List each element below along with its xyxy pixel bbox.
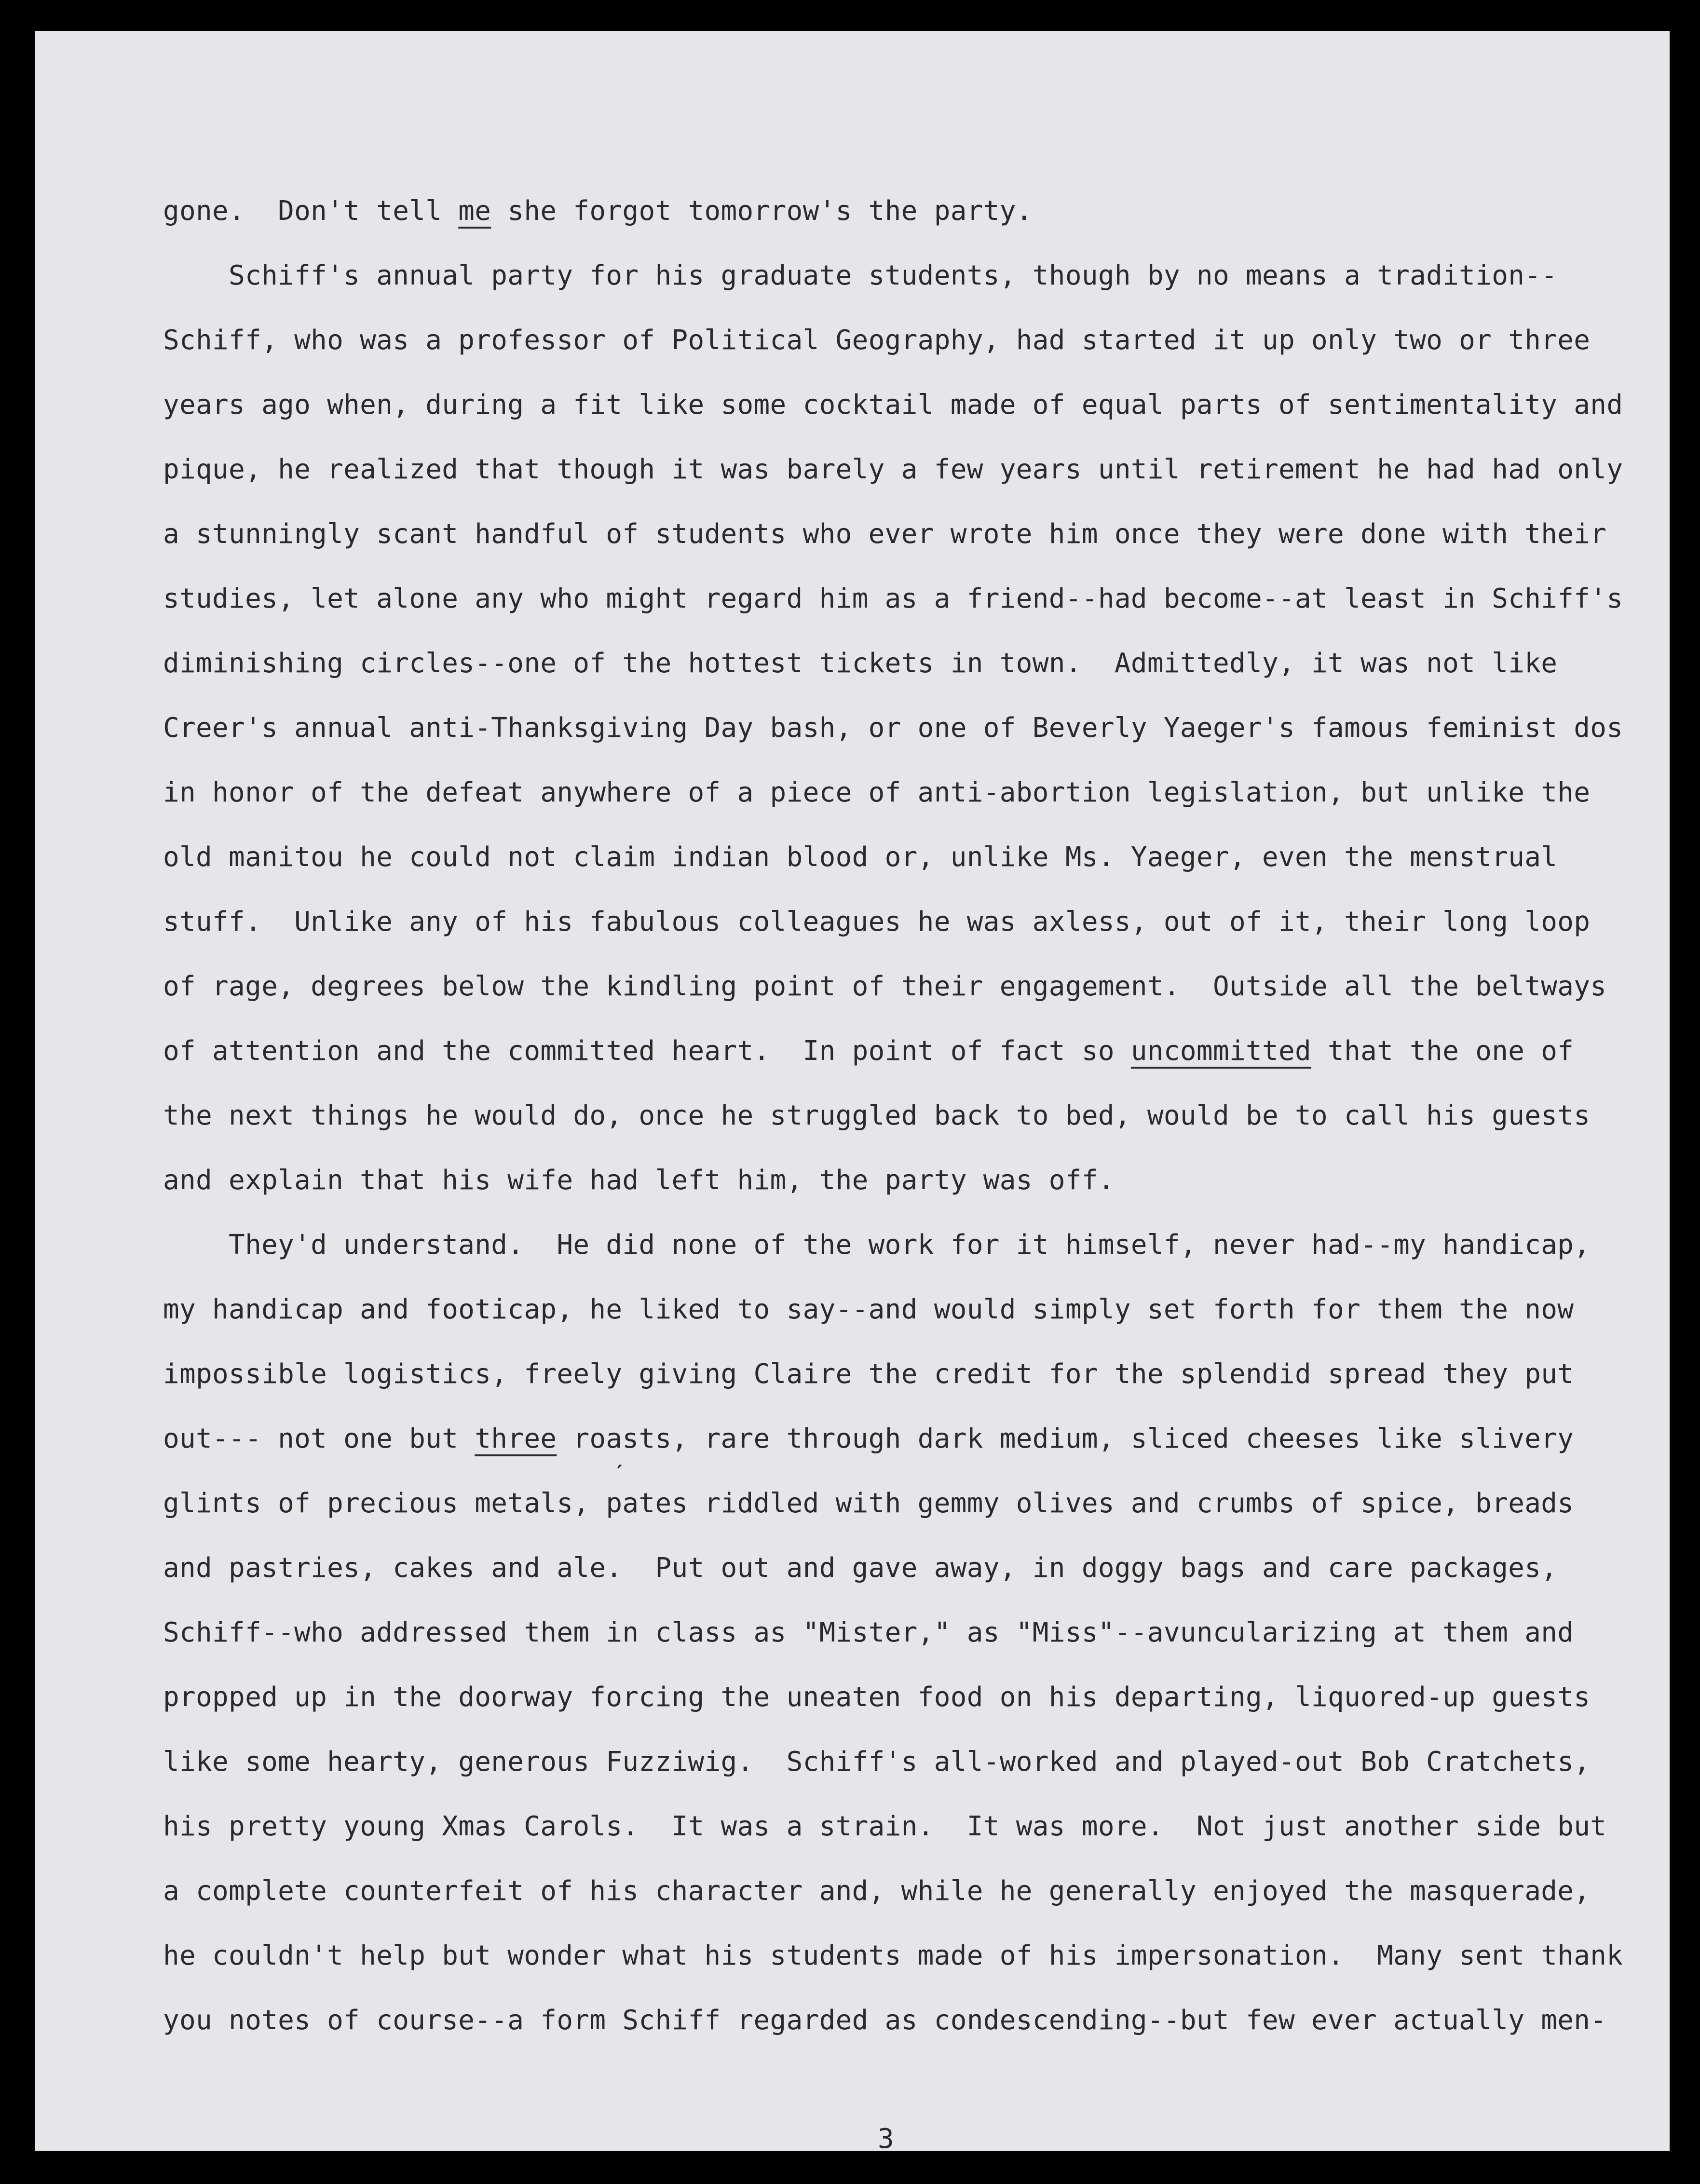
text-line: of rage, degrees below the kindling point of their engagement. Outside all the beltways [163, 971, 1607, 1002]
text-line: in honor of the defeat anywhere of a piece of anti-abortion legislation, but unlike the [163, 777, 1591, 808]
text-line: pique, he realized that though it was barely a few years until retirement he had had only [163, 454, 1623, 485]
text-line: Schiff, who was a professor of Political Geography, had started it up only two or three [163, 325, 1591, 356]
text-line: my handicap and footicap, he liked to say--and would simply set forth for them the now [163, 1294, 1574, 1325]
text-line: old manitou he could not claim indian blood or, unlike Ms. Yaeger, even the menstrual [163, 841, 1558, 873]
text-line: and explain that his wife had left him, the party was off. [163, 1165, 1115, 1196]
text-line: he couldn't help but wonder what his students made of his impersonation. Many sent thank [163, 1940, 1623, 1971]
handwritten-accent-mark: ˊ [612, 1460, 628, 1491]
text-line: gone. Don't tell me she forgot tomorrow's the party. [163, 195, 1033, 227]
text-line: Schiff--who addressed them in class as "Mister," as "Miss"--avuncularizing at them and [163, 1617, 1574, 1648]
text-line: of attention and the committed heart. In point of fact so uncommitted that the one of [163, 1035, 1574, 1067]
text-line: the next things he would do, once he struggled back to bed, would be to call his guests [163, 1100, 1591, 1131]
text-line: studies, let alone any who might regard him as a friend--had become--at least in Schiff's [163, 583, 1623, 614]
text-line: a stunningly scant handful of students who ever wrote him once they were done with their [163, 518, 1607, 550]
underlined-word: uncommitted [1130, 1035, 1312, 1067]
text-line: like some hearty, generous Fuzziwig. Schiff's all-worked and played-out Bob Cratchets, [163, 1746, 1591, 1777]
page-number: 3 [878, 2123, 894, 2155]
text-line: They'd understand. He did none of the work for it himself, never had--my handicap, [163, 1229, 1591, 1261]
text-line: stuff. Unlike any of his fabulous colleagues he was axless, out of it, their long loop [163, 906, 1591, 937]
underlined-word: three [475, 1423, 557, 1454]
text-line: impossible logistics, freely giving Claire the credit for the splendid spread they put [163, 1358, 1574, 1390]
underlined-word: me [458, 195, 491, 227]
text-line: his pretty young Xmas Carols. It was a strain. It was more. Not just another side but [163, 1811, 1607, 1842]
text-line: out--- not one but three roasts, rare through dark medium, sliced cheeses like slivery [163, 1423, 1574, 1454]
text-line: propped up in the doorway forcing the uneaten food on his departing, liquored-up guests [163, 1682, 1591, 1713]
text-line: glints of precious metals, pates riddled with gemmy olives and crumbs of spice, breads [163, 1488, 1574, 1519]
text-line: you notes of course--a form Schiff regarded as condescending--but few ever actually men- [163, 2005, 1607, 2036]
document-page [35, 31, 1670, 2155]
text-line: Creer's annual anti-Thanksgiving Day bash, or one of Beverly Yaeger's famous feminist dos [163, 712, 1623, 744]
text-line: a complete counterfeit of his character and, while he generally enjoyed the masquerade, [163, 1875, 1591, 1907]
text-line: and pastries, cakes and ale. Put out and gave away, in doggy bags and care packages, [163, 1552, 1558, 1584]
text-line: diminishing circles--one of the hottest tickets in town. Admittedly, it was not like [163, 648, 1558, 679]
text-line: Schiff's annual party for his graduate students, though by no means a tradition-- [163, 260, 1558, 291]
text-line: years ago when, during a fit like some cocktail made of equal parts of sentimentality and [163, 389, 1623, 421]
